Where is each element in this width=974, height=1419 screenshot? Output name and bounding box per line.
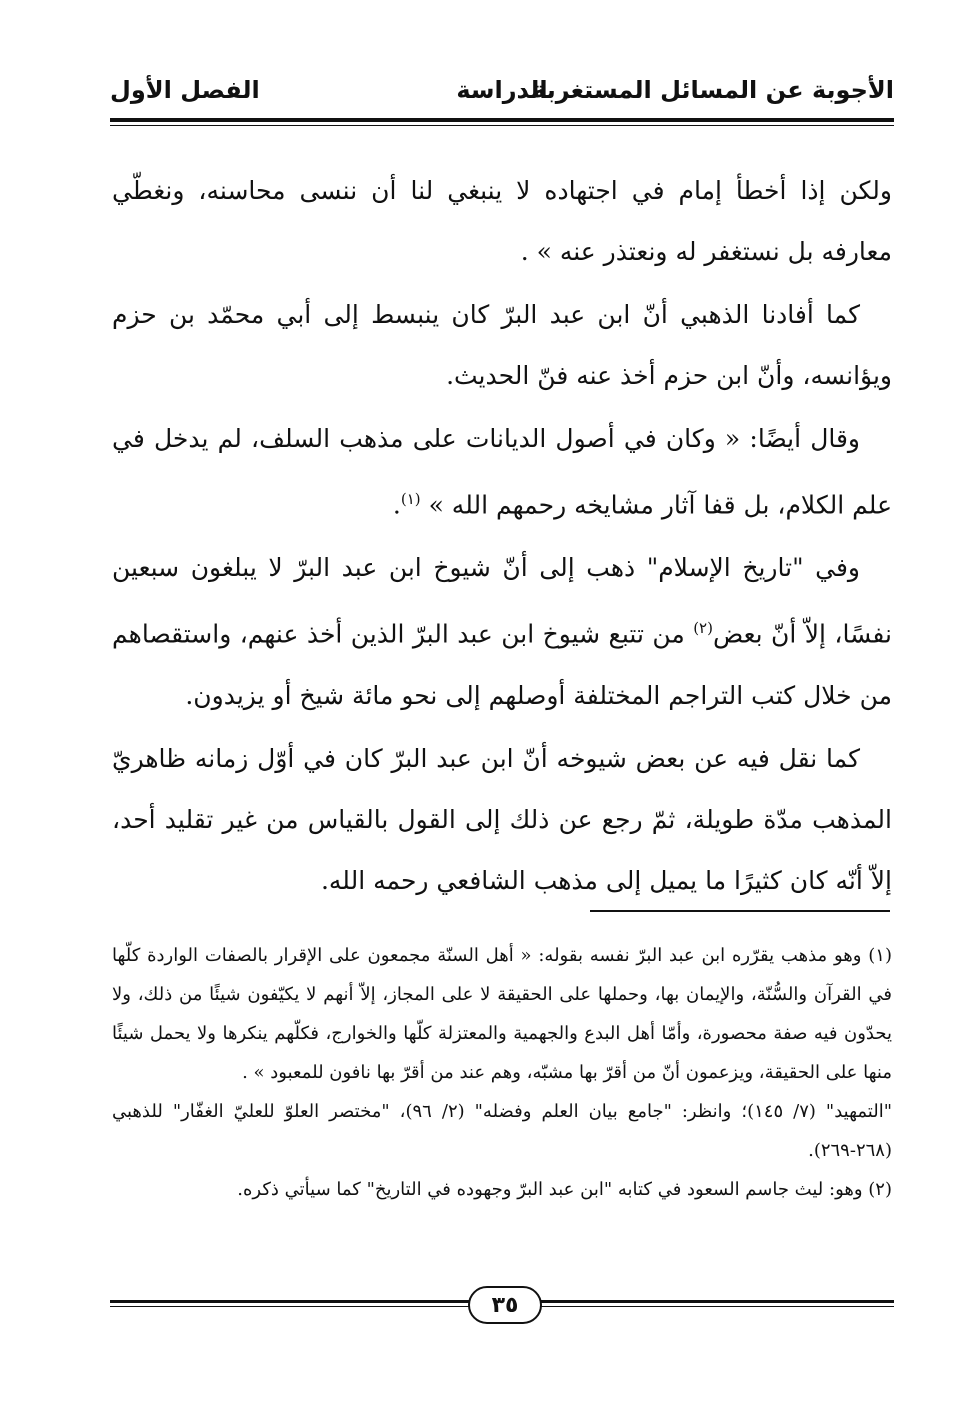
paragraph-3-text: وقال أيضًا: « وكان في أصول الديانات على مذهب السلف، لم يدخل في علم الكلام، بل قفا آثار مشايخه رحمهم الله »	[112, 424, 892, 520]
page-header	[110, 72, 894, 116]
header-rule-thick	[110, 118, 894, 122]
paragraph-2: كما أفادنا الذهبي أنّ ابن عبد البرّ كان ينبسط إلى أبي محمّد بن حزم ويؤانسه، وأنّ ابن حزم أخذ عنه فنّ الحديث.	[112, 300, 892, 390]
paragraph-3-end: .	[392, 490, 401, 520]
paragraph-5: كما نقل فيه عن بعض شيوخه أنّ ابن عبد البرّ كان في أوّل زمانه ظاهريّ المذهب مدّة طويلة، ثمّ رجع عن ذلك إلى القول بالقياس من غير تقليد أحد، إلاّ أنّه كان كثيرًا ما يميل إلى مذهب الشافعي رحمه الله.	[112, 743, 892, 895]
footnote-1-reference: "التمهيد" (٧/ ١٤٥)؛ وانظر: "جامع بيان العلم وفضله" (٢/ ٩٦)، "مختصر العلوّ للعليّ الغفّار" للذهبي (٢٦٨-٢٦٩).	[112, 1101, 892, 1161]
paragraph-1: ولكن إذا أخطأ إمام في اجتهاده لا ينبغي لنا أن ننسى محاسنه، ونغطّي معارفه بل نستغفر له ونعتذر عنه » .	[112, 176, 892, 266]
paragraph-3	[112, 408, 892, 535]
main-text	[112, 160, 892, 913]
section-title: الدراسة	[456, 76, 548, 104]
footnotes	[112, 936, 892, 1209]
footnote-marker-1: (١)	[400, 490, 421, 508]
header-rule-thin	[110, 125, 894, 126]
footnote-1: (١) وهو مذهب يقرّره ابن عبد البرّ نفسه بقوله: « أهل السنّة مجمعون على الإقرار بالصفات الواردة كلّها في القرآن والسُّنّة، والإيمان بها، وحملها على الحقيقة لا على المجاز، إلاّ أنهم لا يكيّفون شيئًا من ذلك، ولا يحدّون فيه صفة محصورة، وأمّا أهل البدع والجهمية والمعتزلة كلّها والخوارج، فكلّهم ينكرها ولا يحمل شيئًا منها على الحقيقة، ويزعمون أنّ من أقرّ بها مشبّه، وهم عند من أقرّ بها نافون للمعبود » .	[112, 945, 892, 1083]
footnote-separator	[590, 910, 890, 912]
chapter-title: الفصل الأول	[110, 76, 260, 104]
footnote-2: (٢) وهو: ليث جاسم السعود في كتابه "ابن عبد البرّ وجهوده في التاريخ" كما سيأتي ذكره.	[237, 1179, 892, 1200]
paragraph-4-text-a: وفي "تاريخ الإسلام" ذهب إلى أنّ شيوخ ابن عبد البرّ لا يبلغون سبعين نفسًا، إلاّ أنّ بعض	[112, 553, 892, 649]
book-title: الأجوبة عن المسائل المستغربة	[532, 76, 894, 104]
page-number: ٣٥	[468, 1286, 542, 1324]
footnote-marker-2: (٢)	[693, 619, 713, 638]
paragraph-4	[112, 537, 892, 725]
paragraph-4-text-b: من تتبع شيوخ ابن عبد البرّ الذين أخذ عنهم، واستقصاهم من خلال كتب التراجم المختلفة أوصلهم إلى نحو مائة شيخ أو يزيدون.	[112, 619, 892, 710]
